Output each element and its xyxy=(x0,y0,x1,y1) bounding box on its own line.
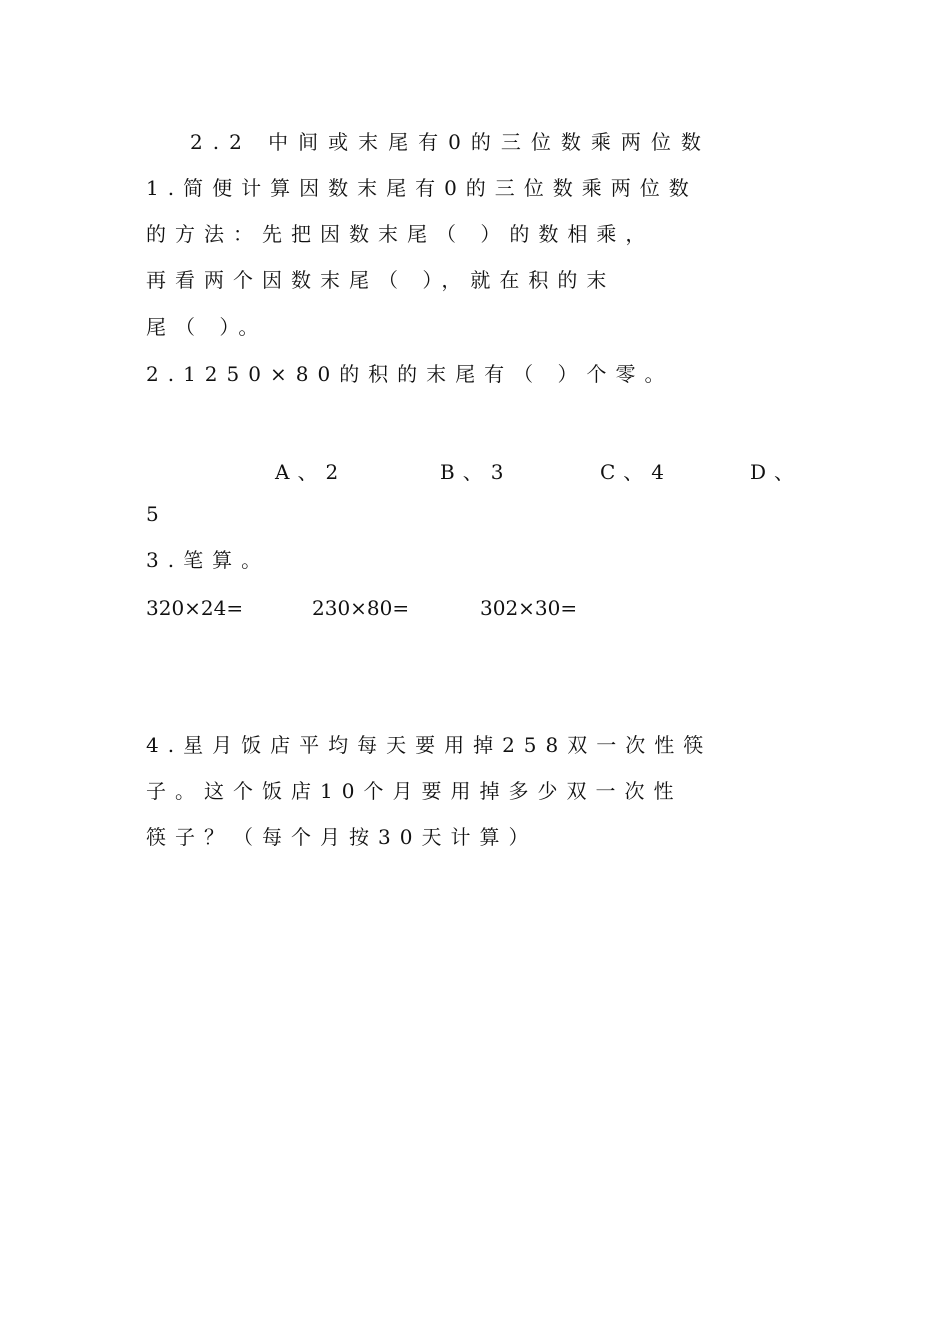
page-title: 2.2 中间或末尾有0的三位数乘两位数 xyxy=(190,130,711,154)
q2-option-b: B、3 xyxy=(440,460,512,484)
q3-calc-1: 320×24= xyxy=(146,596,244,620)
q2-option-c: C、4 xyxy=(600,460,673,484)
q4-line1: 4.星月饭店平均每天要用掉258双一次性筷 xyxy=(146,733,713,757)
q2-option-a: A、2 xyxy=(275,460,347,484)
q4-line3: 筷子？（每个月按30天计算） xyxy=(146,825,538,849)
q1-line2: 的方法：先把因数末尾（ ）的数相乘， xyxy=(146,222,655,246)
q1-line4: 尾（ ）。 xyxy=(146,315,268,339)
q4-line2: 子。这个饭店10个月要用掉多少双一次性 xyxy=(146,779,683,803)
q2-line1: 2.1250×80的积的末尾有（ ）个零。 xyxy=(146,362,674,386)
q3-calc-3: 302×30= xyxy=(480,596,578,620)
q1-line3: 再看两个因数末尾（ ），就在积的末 xyxy=(146,268,616,292)
q2-option-d-value: 5 xyxy=(146,502,168,526)
q1-line1: 1.简便计算因数末尾有0的三位数乘两位数 xyxy=(146,176,698,200)
q2-option-d: D、 xyxy=(750,460,803,484)
q3-heading: 3.笔算。 xyxy=(146,548,271,572)
q3-calc-2: 230×80= xyxy=(312,596,410,620)
